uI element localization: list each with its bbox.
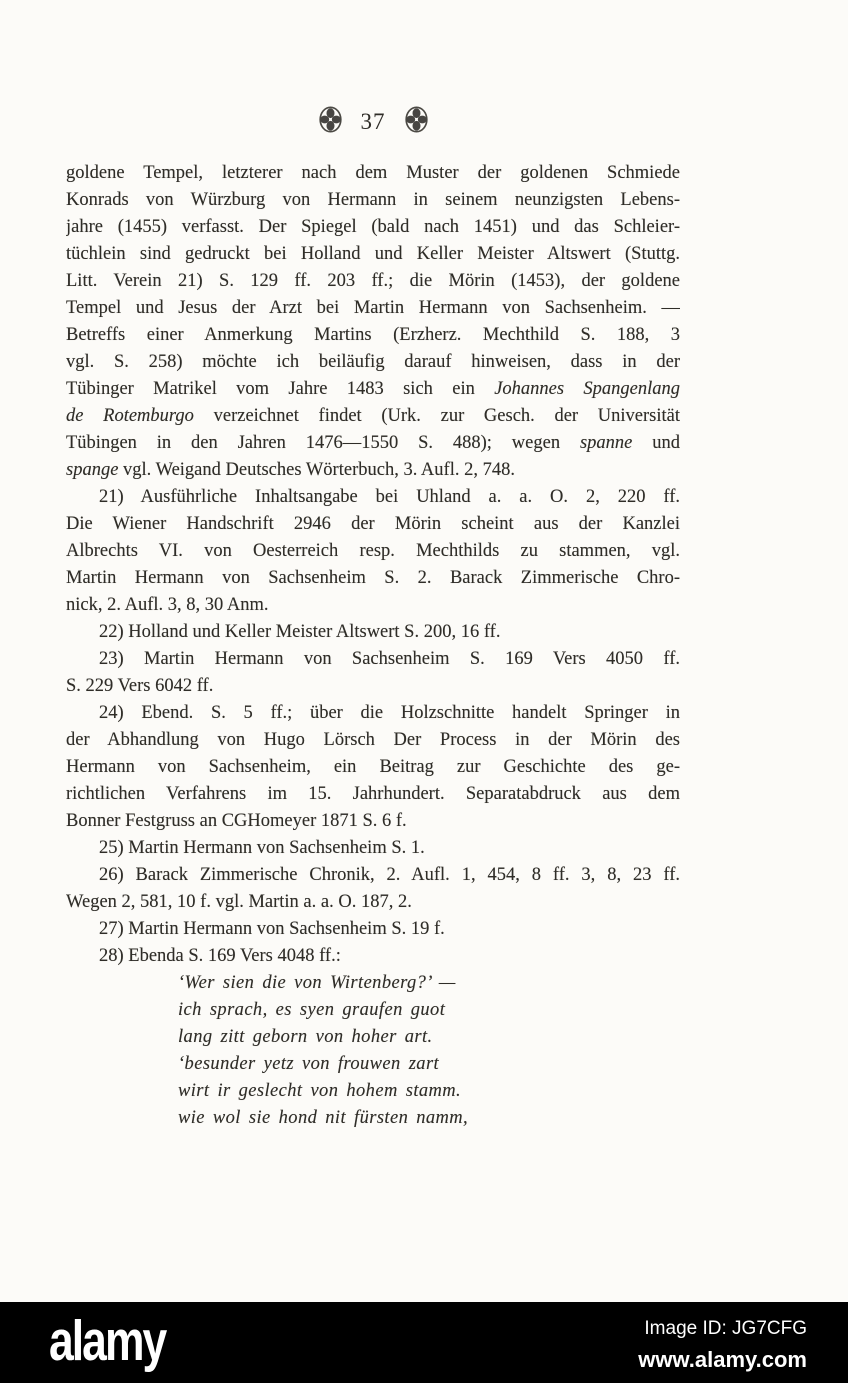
- alamy-logo: alamy: [49, 1309, 166, 1373]
- text-segment: vgl. Weigand Deutsches Wörterbuch, 3. Aufl. 2, 748.: [118, 460, 515, 480]
- italic-segment: spanne: [579, 433, 633, 453]
- verse-line: [178, 997, 680, 1024]
- text-line: [66, 511, 680, 538]
- text-segment: 27) Martin Hermann von Sachsenheim S. 19 f.: [99, 919, 445, 939]
- text-segment: Bonner Festgruss an CGHomeyer 1871 S. 6 f.: [66, 811, 407, 831]
- text-line: [66, 592, 680, 619]
- text-segment: wie wol sie hond nit fürsten namm,: [178, 1108, 469, 1128]
- text-segment: Betreffs einer Anmerkung Martins (Erzherz. Mechthild S. 188, 3: [66, 325, 680, 345]
- text-line: [66, 376, 680, 403]
- text-segment: goldene Tempel, letzterer nach dem Muster der goldenen Schmiede: [66, 163, 680, 183]
- text-line: [66, 538, 680, 565]
- text-line: [66, 943, 680, 970]
- text-segment: S. 229 Vers 6042 ff.: [66, 676, 214, 696]
- text-segment: jahre (1455) verfasst. Der Spiegel (bald nach 1451) und das Schleier-: [66, 217, 680, 237]
- page-header: [66, 106, 680, 138]
- italic-segment: Johannes Spangenlang: [494, 379, 680, 399]
- text-line: [66, 781, 680, 808]
- alamy-url: www.alamy.com: [638, 1347, 807, 1372]
- verse-line: [178, 970, 680, 997]
- fleuron-ornament-left-icon: [319, 106, 342, 138]
- text-line: [66, 754, 680, 781]
- text-segment: Wegen 2, 581, 10 f. vgl. Martin a. a. O. 187, 2.: [66, 892, 412, 912]
- text-segment: 24) Ebend. S. 5 ff.; über die Holzschnitte handelt Springer in: [99, 703, 680, 723]
- text-segment: ‘Wer sien die von Wirtenberg?’ —: [178, 973, 456, 993]
- text-line: [66, 241, 680, 268]
- text-segment: Tübinger Matrikel vom Jahre 1483 sich ein: [66, 379, 495, 399]
- text-line: [66, 673, 680, 700]
- text-line: [66, 295, 680, 322]
- text-line: [66, 835, 680, 862]
- text-segment: Die Wiener Handschrift 2946 der Mörin scheint aus der Kanzlei: [66, 514, 680, 534]
- text-line: [66, 862, 680, 889]
- text-line: [66, 727, 680, 754]
- text-segment: 21) Ausführliche Inhaltsangabe bei Uhland a. a. O. 2, 220 ff.: [99, 487, 680, 507]
- italic-segment: spange: [66, 460, 119, 480]
- text-segment: Albrechts VI. von Oesterreich resp. Mechthilds zu stammen, vgl.: [66, 541, 680, 561]
- text-line: [66, 187, 680, 214]
- text-line: [66, 268, 680, 295]
- text-line: [66, 808, 680, 835]
- text-segment: richtlichen Verfahrens im 15. Jahrhundert. Separatabdruck aus dem: [66, 784, 680, 804]
- text-line: [66, 457, 680, 484]
- text-segment: wirt ir geslecht von hohem stamm.: [178, 1081, 462, 1101]
- text-segment: 22) Holland und Keller Meister Altswert S. 200, 16 ff.: [99, 622, 501, 642]
- fleuron-ornament-right-icon: [405, 106, 428, 138]
- text-segment: vgl. S. 258) möchte ich beiläufig darauf hinweisen, dass in der: [66, 352, 680, 372]
- page-number: 37: [360, 109, 386, 134]
- text-segment: Martin Hermann von Sachsenheim S. 2. Barack Zimmerische Chro-: [66, 568, 680, 588]
- text-line: [66, 349, 680, 376]
- text-segment: und: [632, 433, 680, 453]
- image-id-label: Image ID: JG7CFG: [644, 1318, 807, 1339]
- text-line: [66, 646, 680, 673]
- text-segment: tüchlein sind gedruckt bei Holland und Keller Meister Altswert (Stuttg.: [66, 244, 680, 264]
- text-segment: Tübingen in den Jahren 1476—1550 S. 488); wegen: [66, 433, 580, 453]
- verse-line: [178, 1078, 680, 1105]
- page-text: [66, 160, 680, 1132]
- text-segment: lang zitt geborn von hoher art.: [178, 1027, 433, 1047]
- alamy-watermark-bar: [0, 1302, 848, 1383]
- text-segment: 26) Barack Zimmerische Chronik, 2. Aufl. 1, 454, 8 ff. 3, 8, 23 ff.: [99, 865, 680, 885]
- text-segment: 28) Ebenda S. 169 Vers 4048 ff.:: [99, 946, 341, 966]
- text-line: [66, 889, 680, 916]
- text-line: [66, 214, 680, 241]
- text-segment: Hermann von Sachsenheim, ein Beitrag zur Geschichte des ge-: [66, 757, 680, 777]
- text-segment: Konrads von Würzburg von Hermann in seinem neunzigsten Lebens-: [66, 190, 680, 210]
- verse-line: [178, 1051, 680, 1078]
- text-segment: ‘besunder yetz von frouwen zart: [178, 1054, 440, 1074]
- text-line: [66, 565, 680, 592]
- text-line: [66, 916, 680, 943]
- watermark-info: [638, 1318, 807, 1373]
- text-segment: 25) Martin Hermann von Sachsenheim S. 1.: [99, 838, 425, 858]
- text-line: [66, 430, 680, 457]
- text-line: [66, 484, 680, 511]
- text-segment: Litt. Verein 21) S. 129 ff. 203 ff.; die Mörin (1453), der goldene: [66, 271, 680, 291]
- text-segment: verzeichnet findet (Urk. zur Gesch. der Universität: [193, 406, 680, 426]
- text-segment: Tempel und Jesus der Arzt bei Martin Hermann von Sachsenheim. —: [66, 298, 680, 318]
- text-line: [66, 619, 680, 646]
- verse-line: [178, 1024, 680, 1051]
- text-line: [66, 403, 680, 430]
- text-line: [66, 160, 680, 187]
- text-segment: 23) Martin Hermann von Sachsenheim S. 169 Vers 4050 ff.: [99, 649, 680, 669]
- text-line: [66, 322, 680, 349]
- text-line: [66, 700, 680, 727]
- text-segment: nick, 2. Aufl. 3, 8, 30 Anm.: [66, 595, 269, 615]
- bottom-white-strip: [0, 1383, 848, 1390]
- italic-segment: de Rotemburgo: [66, 406, 194, 426]
- text-segment: der Abhandlung von Hugo Lörsch Der Process in der Mörin des: [66, 730, 680, 750]
- verse-line: [178, 1105, 680, 1132]
- text-segment: ich sprach, es syen graufen guot: [178, 1000, 446, 1020]
